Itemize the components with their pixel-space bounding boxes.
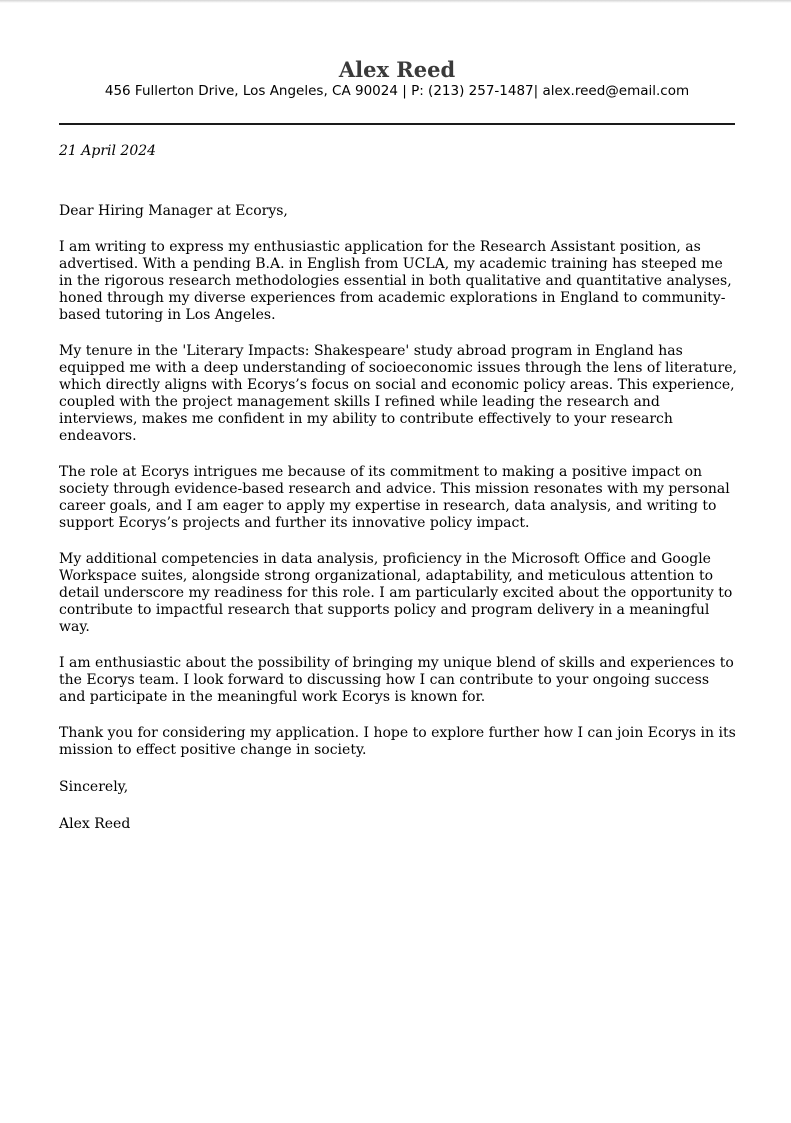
body-paragraph-2: My tenure in the 'Literary Impacts: Shakespeare' study abroad program in England has equipped me with a deep understanding of socioeconomic issues through the lens of literature, which directly aligns with Ecorys’s focus on social and economic policy areas. This experience, coupled with the project management skills I refined while leading the research and interviews, makes me confident in my ability to contribute effectively to your research endeavors. [59, 343, 737, 444]
signature-name: Alex Reed [59, 816, 131, 832]
header-divider [59, 123, 735, 125]
letter-date: 21 April 2024 [59, 143, 157, 159]
contact-line: 456 Fullerton Drive, Los Angeles, CA 90024 | P: (213) 257-1487| alex.reed@email.com [104, 83, 690, 99]
body-paragraph-1: I am writing to express my enthusiastic application for the Research Assistant position, as advertised. With a pending B.A. in English from UCLA, my academic training has steeped me in the rigorous research methodologies essential in both qualitative and quantitative analyses, honed through my diverse experiences from academic explorations in England to community-based tutoring in Los Angeles. [59, 239, 732, 323]
closing: Sincerely, [59, 779, 129, 795]
applicant-name: Alex Reed [338, 57, 456, 82]
body-paragraph-3: The role at Ecorys intrigues me because of its commitment to making a positive impact on society through evidence-based research and advice. This mission resonates with my personal career goals, and I am eager to apply my expertise in research, data analysis, and writing to support Ecorys’s projects and further its innovative policy impact. [59, 464, 730, 531]
body-paragraph-6: Thank you for considering my application. I hope to explore further how I can join Ecorys in its mission to effect positive change in society. [59, 725, 736, 758]
body-paragraph-4: My additional competencies in data analysis, proficiency in the Microsoft Office and Google Workspace suites, alongside strong organizational, adaptability, and meticulous attention to detail underscore my readiness for this role. I am particularly excited about the opportunity to contribute to impactful research that supports policy and program delivery in a meaningful way. [59, 551, 733, 635]
cover-letter-page [59, 0, 735, 833]
salutation: Dear Hiring Manager at Ecorys, [59, 203, 288, 219]
body-paragraph-5: I am enthusiastic about the possibility of bringing my unique blend of skills and experiences to the Ecorys team. I look forward to discussing how I can contribute to your ongoing success and participate in the meaningful work Ecorys is known for. [59, 655, 734, 705]
